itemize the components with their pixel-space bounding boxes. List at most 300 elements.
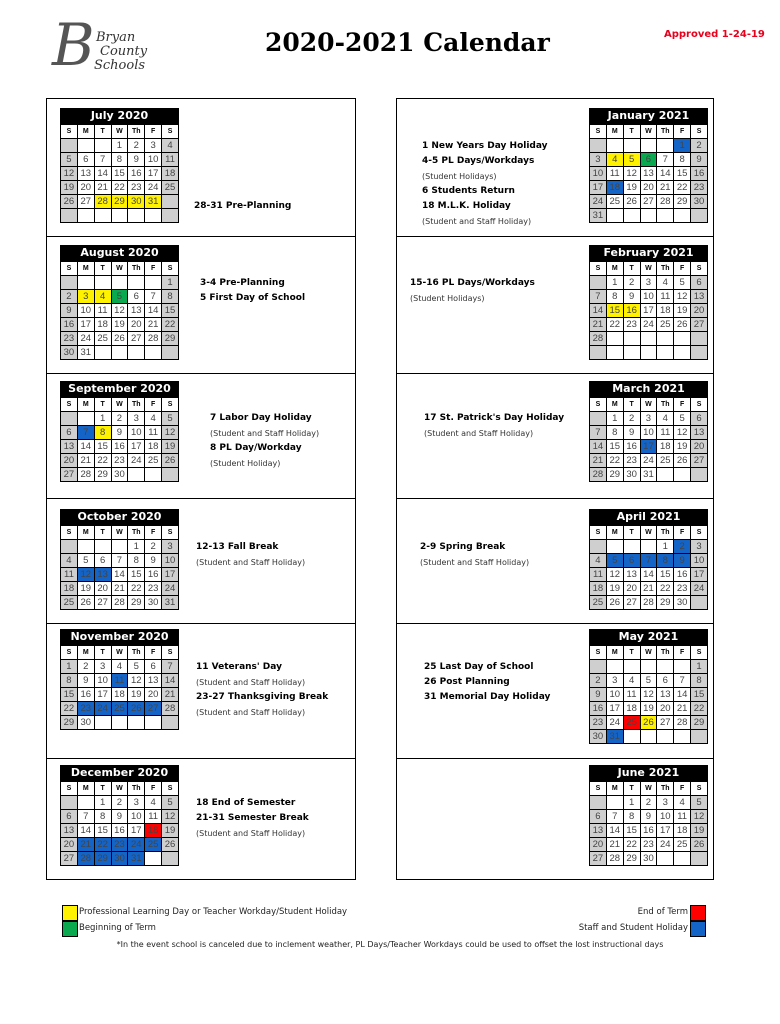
- weekday-header: Th: [657, 262, 674, 276]
- day-cell: 2: [590, 674, 607, 688]
- day-cell: 21: [77, 838, 94, 852]
- day-cell: 12: [61, 167, 78, 181]
- day-cell: 5: [111, 290, 128, 304]
- day-cell: 15: [94, 440, 111, 454]
- weekday-header: W: [111, 782, 128, 796]
- empty-cell: [640, 730, 657, 744]
- empty-cell: [61, 796, 78, 810]
- weekday-header: F: [145, 262, 162, 276]
- empty-cell: [162, 716, 179, 730]
- empty-cell: [111, 716, 128, 730]
- legend-yellow-swatch: [62, 905, 78, 921]
- weekday-header: M: [77, 782, 94, 796]
- events-december: [196, 796, 309, 841]
- day-cell: 2: [61, 290, 78, 304]
- empty-cell: [657, 852, 674, 866]
- day-cell: 16: [61, 318, 78, 332]
- events-september: [210, 411, 319, 471]
- empty-cell: [162, 346, 179, 360]
- day-cell: 2: [145, 540, 162, 554]
- day-cell: 19: [623, 181, 640, 195]
- weekday-header: Th: [128, 646, 145, 660]
- event-item: 1 New Years Day Holiday: [422, 141, 548, 151]
- day-cell: 28: [606, 852, 623, 866]
- day-cell: 8: [162, 290, 179, 304]
- day-cell: 17: [640, 304, 657, 318]
- day-cell: 22: [691, 702, 708, 716]
- empty-cell: [61, 209, 78, 223]
- day-cell: 30: [128, 195, 145, 209]
- weekday-header: M: [606, 398, 623, 412]
- day-cell: 5: [623, 153, 640, 167]
- empty-cell: [94, 209, 111, 223]
- empty-cell: [162, 209, 179, 223]
- day-cell: 8: [606, 290, 623, 304]
- empty-cell: [691, 596, 708, 610]
- day-cell: 1: [61, 660, 78, 674]
- day-cell: 31: [162, 596, 179, 610]
- day-cell: 18: [145, 824, 162, 838]
- day-cell: 24: [590, 195, 607, 209]
- day-cell: 13: [61, 824, 78, 838]
- day-cell: 4: [606, 153, 623, 167]
- day-cell: 20: [128, 318, 145, 332]
- event-item: 15-16 PL Days/Workdays: [410, 278, 535, 288]
- weekday-header: S: [162, 262, 179, 276]
- day-cell: 15: [657, 568, 674, 582]
- day-cell: 18: [657, 440, 674, 454]
- month-title: February 2021: [589, 245, 708, 261]
- day-cell: 15: [606, 304, 623, 318]
- day-cell: 27: [94, 596, 111, 610]
- event-item: 6 Students Return: [422, 186, 515, 196]
- day-cell: 30: [623, 468, 640, 482]
- month-grid: [60, 645, 179, 730]
- empty-cell: [657, 468, 674, 482]
- weekday-header: S: [691, 262, 708, 276]
- day-cell: 27: [640, 195, 657, 209]
- day-cell: 1: [691, 660, 708, 674]
- weekday-header: W: [111, 125, 128, 139]
- empty-cell: [145, 468, 162, 482]
- day-cell: 7: [94, 153, 111, 167]
- day-cell: 21: [657, 181, 674, 195]
- empty-cell: [61, 276, 78, 290]
- empty-cell: [61, 540, 78, 554]
- event-note: (Student and Staff Holiday): [210, 429, 320, 438]
- logo-letter: B: [52, 11, 95, 79]
- weekday-header: M: [606, 125, 623, 139]
- day-cell: 20: [61, 454, 78, 468]
- day-cell: 18: [623, 702, 640, 716]
- day-cell: 24: [606, 716, 623, 730]
- day-cell: 23: [590, 716, 607, 730]
- day-cell: 5: [128, 660, 145, 674]
- event-note: (Student and Staff Holiday): [196, 829, 306, 838]
- day-cell: 11: [657, 290, 674, 304]
- day-cell: 27: [61, 468, 78, 482]
- day-cell: 28: [77, 468, 94, 482]
- legend-blue-label: Staff and Student Holiday: [578, 923, 688, 933]
- empty-cell: [590, 139, 607, 153]
- month-calendar: [60, 108, 179, 223]
- month-title: August 2020: [60, 245, 179, 261]
- day-cell: 15: [674, 167, 691, 181]
- day-cell: 19: [674, 304, 691, 318]
- day-cell: 28: [590, 332, 607, 346]
- events-march: [424, 411, 564, 441]
- day-cell: 20: [145, 688, 162, 702]
- empty-cell: [640, 346, 657, 360]
- event-item: 12-13 Fall Break: [196, 542, 279, 552]
- event-note: (Student and Staff Holiday): [196, 708, 306, 717]
- empty-cell: [145, 209, 162, 223]
- empty-cell: [94, 346, 111, 360]
- weekday-header: W: [640, 398, 657, 412]
- day-cell: 10: [94, 674, 111, 688]
- day-cell: 14: [94, 167, 111, 181]
- day-cell: 9: [640, 810, 657, 824]
- weekday-header: Th: [128, 262, 145, 276]
- month-title: July 2020: [60, 108, 179, 124]
- day-cell: 28: [657, 195, 674, 209]
- day-cell: 2: [674, 540, 691, 554]
- event-note: (Student and Staff Holiday): [196, 678, 306, 687]
- day-cell: 17: [128, 824, 145, 838]
- day-cell: 8: [61, 674, 78, 688]
- day-cell: 31: [128, 852, 145, 866]
- day-cell: 26: [674, 454, 691, 468]
- day-cell: 23: [128, 181, 145, 195]
- day-cell: 5: [162, 412, 179, 426]
- empty-cell: [94, 139, 111, 153]
- month-calendar: [60, 509, 179, 610]
- day-cell: 21: [162, 688, 179, 702]
- day-cell: 7: [674, 674, 691, 688]
- day-cell: 1: [606, 276, 623, 290]
- day-cell: 9: [623, 426, 640, 440]
- empty-cell: [77, 209, 94, 223]
- weekday-header: F: [674, 398, 691, 412]
- day-cell: 16: [145, 568, 162, 582]
- logo-word-1: Bryan: [96, 30, 136, 45]
- empty-cell: [691, 730, 708, 744]
- day-cell: 26: [640, 716, 657, 730]
- day-cell: 29: [623, 852, 640, 866]
- day-cell: 6: [590, 810, 607, 824]
- empty-cell: [623, 730, 640, 744]
- day-cell: 16: [128, 167, 145, 181]
- day-cell: 30: [111, 852, 128, 866]
- day-cell: 24: [162, 582, 179, 596]
- day-cell: 24: [657, 838, 674, 852]
- events-august: [200, 276, 305, 306]
- day-cell: 20: [640, 181, 657, 195]
- empty-cell: [640, 139, 657, 153]
- day-cell: 7: [145, 290, 162, 304]
- day-cell: 23: [61, 332, 78, 346]
- empty-cell: [61, 139, 78, 153]
- month-title: May 2021: [589, 629, 708, 645]
- event-item: 28-31 Pre-Planning: [194, 201, 292, 211]
- day-cell: 8: [111, 153, 128, 167]
- day-cell: 23: [674, 582, 691, 596]
- day-cell: 26: [61, 195, 78, 209]
- day-cell: 29: [606, 468, 623, 482]
- day-cell: 5: [162, 796, 179, 810]
- day-cell: 29: [61, 716, 78, 730]
- event-item: 11 Veterans' Day: [196, 662, 282, 672]
- empty-cell: [145, 852, 162, 866]
- weekday-header: S: [590, 262, 607, 276]
- day-cell: 9: [590, 688, 607, 702]
- day-cell: 17: [145, 167, 162, 181]
- weekday-header: W: [640, 526, 657, 540]
- day-cell: 1: [111, 139, 128, 153]
- empty-cell: [162, 468, 179, 482]
- day-cell: 7: [590, 426, 607, 440]
- day-cell: 7: [590, 290, 607, 304]
- day-cell: 1: [606, 412, 623, 426]
- month-calendar: [589, 381, 708, 482]
- day-cell: 19: [674, 440, 691, 454]
- weekday-header: S: [691, 646, 708, 660]
- day-cell: 18: [606, 181, 623, 195]
- empty-cell: [111, 346, 128, 360]
- weekday-header: T: [94, 125, 111, 139]
- day-cell: 11: [623, 688, 640, 702]
- day-cell: 20: [623, 582, 640, 596]
- month-title: September 2020: [60, 381, 179, 397]
- day-cell: 16: [77, 688, 94, 702]
- empty-cell: [623, 209, 640, 223]
- empty-cell: [623, 346, 640, 360]
- day-cell: 20: [77, 181, 94, 195]
- weekday-header: S: [61, 526, 78, 540]
- day-cell: 22: [111, 181, 128, 195]
- day-cell: 6: [657, 674, 674, 688]
- day-cell: 13: [94, 568, 111, 582]
- event-note: (Student and Staff Holiday): [424, 429, 534, 438]
- day-cell: 27: [77, 195, 94, 209]
- day-cell: 20: [691, 440, 708, 454]
- weekday-header: T: [623, 646, 640, 660]
- day-cell: 28: [640, 596, 657, 610]
- weekday-header: M: [77, 646, 94, 660]
- day-cell: 21: [145, 318, 162, 332]
- weekday-header: T: [623, 782, 640, 796]
- empty-cell: [128, 209, 145, 223]
- weekday-header: S: [61, 782, 78, 796]
- event-item: 25 Last Day of School: [424, 662, 534, 672]
- weekday-header: T: [94, 398, 111, 412]
- weekday-header: M: [77, 262, 94, 276]
- day-cell: 30: [590, 730, 607, 744]
- month-calendar: [60, 381, 179, 482]
- day-cell: 21: [111, 582, 128, 596]
- month-grid: [60, 124, 179, 223]
- day-cell: 22: [128, 582, 145, 596]
- day-cell: 21: [590, 318, 607, 332]
- day-cell: 6: [77, 153, 94, 167]
- day-cell: 16: [623, 440, 640, 454]
- weekday-header: F: [145, 526, 162, 540]
- day-cell: 19: [691, 824, 708, 838]
- day-cell: 25: [145, 838, 162, 852]
- empty-cell: [590, 276, 607, 290]
- day-cell: 14: [77, 440, 94, 454]
- legend-green-label: Beginning of Term: [79, 923, 156, 933]
- empty-cell: [145, 716, 162, 730]
- day-cell: 7: [162, 660, 179, 674]
- day-cell: 13: [590, 824, 607, 838]
- empty-cell: [640, 209, 657, 223]
- day-cell: 1: [128, 540, 145, 554]
- day-cell: 28: [94, 195, 111, 209]
- day-cell: 1: [623, 796, 640, 810]
- day-cell: 13: [623, 568, 640, 582]
- day-cell: 11: [590, 568, 607, 582]
- events-february: [410, 276, 535, 306]
- day-cell: 6: [691, 412, 708, 426]
- day-cell: 10: [77, 304, 94, 318]
- weekday-header: T: [623, 262, 640, 276]
- empty-cell: [77, 412, 94, 426]
- day-cell: 12: [162, 810, 179, 824]
- weekday-header: M: [606, 646, 623, 660]
- day-cell: 21: [606, 838, 623, 852]
- empty-cell: [590, 412, 607, 426]
- day-cell: 15: [94, 824, 111, 838]
- day-cell: 26: [691, 838, 708, 852]
- empty-cell: [606, 209, 623, 223]
- logo-word-2: County: [100, 44, 148, 59]
- day-cell: 25: [657, 454, 674, 468]
- empty-cell: [657, 730, 674, 744]
- empty-cell: [640, 332, 657, 346]
- day-cell: 8: [128, 554, 145, 568]
- day-cell: 25: [61, 596, 78, 610]
- day-cell: 13: [657, 688, 674, 702]
- weekday-header: S: [162, 125, 179, 139]
- weekday-header: T: [94, 526, 111, 540]
- empty-cell: [657, 139, 674, 153]
- day-cell: 20: [590, 838, 607, 852]
- day-cell: 15: [111, 167, 128, 181]
- day-cell: 2: [77, 660, 94, 674]
- weekday-header: M: [606, 782, 623, 796]
- event-note: (Student Holidays): [422, 172, 497, 181]
- event-item: 26 Post Planning: [424, 677, 510, 687]
- day-cell: 6: [61, 426, 78, 440]
- day-cell: 13: [145, 674, 162, 688]
- day-cell: 3: [77, 290, 94, 304]
- day-cell: 29: [111, 195, 128, 209]
- day-cell: 2: [623, 276, 640, 290]
- day-cell: 17: [94, 688, 111, 702]
- day-cell: 5: [606, 554, 623, 568]
- month-grid: [60, 397, 179, 482]
- weekday-header: S: [162, 398, 179, 412]
- weekday-header: M: [77, 398, 94, 412]
- event-item: 8 PL Day/Workday: [210, 443, 302, 453]
- day-cell: 25: [111, 702, 128, 716]
- day-cell: 1: [674, 139, 691, 153]
- day-cell: 30: [674, 596, 691, 610]
- weekday-header: S: [691, 398, 708, 412]
- day-cell: 15: [128, 568, 145, 582]
- empty-cell: [657, 332, 674, 346]
- empty-cell: [623, 139, 640, 153]
- day-cell: 14: [162, 674, 179, 688]
- weekday-header: M: [77, 125, 94, 139]
- event-item: 18 End of Semester: [196, 798, 296, 808]
- day-cell: 27: [61, 852, 78, 866]
- weekday-header: S: [691, 526, 708, 540]
- month-grid: [589, 781, 708, 866]
- day-cell: 25: [162, 181, 179, 195]
- month-grid: [60, 525, 179, 610]
- day-cell: 3: [640, 412, 657, 426]
- day-cell: 14: [606, 824, 623, 838]
- empty-cell: [590, 660, 607, 674]
- day-cell: 23: [623, 318, 640, 332]
- day-cell: 17: [657, 824, 674, 838]
- day-cell: 11: [657, 426, 674, 440]
- day-cell: 14: [77, 824, 94, 838]
- weekday-header: F: [145, 646, 162, 660]
- day-cell: 31: [590, 209, 607, 223]
- day-cell: 12: [674, 290, 691, 304]
- day-cell: 15: [606, 440, 623, 454]
- weekday-header: T: [623, 398, 640, 412]
- day-cell: 13: [691, 426, 708, 440]
- day-cell: 25: [657, 318, 674, 332]
- day-cell: 26: [77, 596, 94, 610]
- empty-cell: [77, 796, 94, 810]
- school-logo: [48, 11, 158, 84]
- day-cell: 29: [674, 195, 691, 209]
- month-title: October 2020: [60, 509, 179, 525]
- day-cell: 4: [94, 290, 111, 304]
- day-cell: 12: [128, 674, 145, 688]
- day-cell: 11: [145, 426, 162, 440]
- day-cell: 29: [94, 852, 111, 866]
- day-cell: 11: [94, 304, 111, 318]
- events-november: [196, 660, 328, 720]
- empty-cell: [77, 276, 94, 290]
- day-cell: 4: [623, 674, 640, 688]
- day-cell: 24: [77, 332, 94, 346]
- day-cell: 21: [77, 454, 94, 468]
- day-cell: 19: [606, 582, 623, 596]
- empty-cell: [145, 276, 162, 290]
- day-cell: 7: [111, 554, 128, 568]
- day-cell: 13: [640, 167, 657, 181]
- weekday-header: S: [61, 262, 78, 276]
- day-cell: 26: [111, 332, 128, 346]
- day-cell: 8: [674, 153, 691, 167]
- empty-cell: [691, 852, 708, 866]
- day-cell: 26: [162, 454, 179, 468]
- weekday-header: S: [590, 398, 607, 412]
- day-cell: 26: [674, 318, 691, 332]
- month-calendar: [589, 509, 708, 610]
- day-cell: 28: [145, 332, 162, 346]
- weekday-header: W: [111, 646, 128, 660]
- day-cell: 30: [111, 468, 128, 482]
- day-cell: 25: [623, 716, 640, 730]
